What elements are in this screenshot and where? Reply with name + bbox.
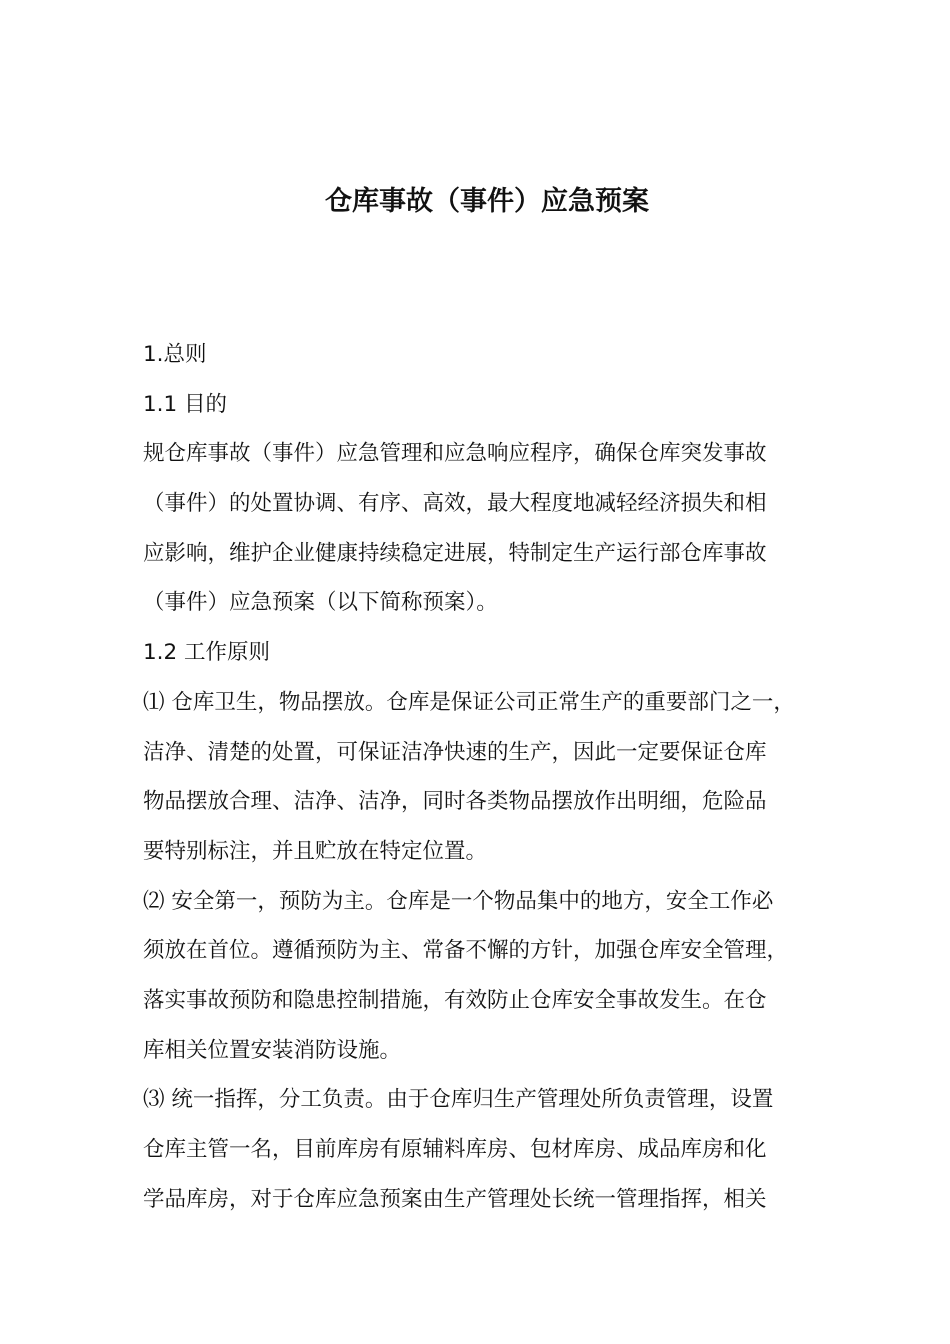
paragraph-line: （事件）的处置协调、有序、高效，最大程度地减轻经济损失和相 [143, 491, 767, 517]
paragraph-line: ⑶ 统一指挥，分工负责。由于仓库归生产管理处所负责管理，设置 [143, 1087, 774, 1113]
paragraph-line: 物品摆放合理、洁净、洁净，同时各类物品摆放作出明细，危险品 [143, 789, 767, 815]
paragraph-line: 要特别标注，并且贮放在特定位置。 [143, 838, 488, 864]
paragraph-line: 洁净、清楚的处置，可保证洁净快速的生产，因此一定要保证仓库 [143, 739, 767, 765]
paragraph-line: 应影响，维护企业健康持续稳定进展，特制定生产运行部仓库事故 [143, 540, 767, 566]
paragraph-line: 仓库主管一名，目前库房有原辅料库房、包材库房、成品库房和化 [143, 1137, 767, 1162]
section-heading-general: 1.总则 [143, 342, 207, 367]
paragraph-line: （事件）应急预案（以下简称预案）。 [143, 590, 498, 616]
document-body [143, 330, 823, 1224]
paragraph-line: 落实事故预防和隐患控制措施，有效防止仓库安全事故发生。在仓 [143, 987, 767, 1013]
paragraph-line: ⑴ 仓库卫生，物品摆放。仓库是保证公司正常生产的重要部门之一， [143, 689, 795, 715]
paragraph-line: 学品库房，对于仓库应急预案由生产管理处长统一管理指挥，相关 [143, 1186, 767, 1212]
paragraph-line: 库相关位置安装消防设施。 [143, 1037, 402, 1063]
paragraph-line: ⑵ 安全第一，预防为主。仓库是一个物品集中的地方，安全工作必 [143, 888, 774, 914]
subsection-heading-principles: 1.2 工作原则 [143, 640, 271, 666]
paragraph-line: 规仓库事故（事件）应急管理和应急响应程序，确保仓库突发事故 [143, 441, 767, 467]
document-title: 仓库事故（事件）应急预案 [325, 186, 649, 217]
subsection-heading-purpose: 1.1 目的 [143, 391, 228, 417]
paragraph-line: 须放在首位。遵循预防为主、常备不懈的方针，加强仓库安全管理， [143, 938, 789, 964]
